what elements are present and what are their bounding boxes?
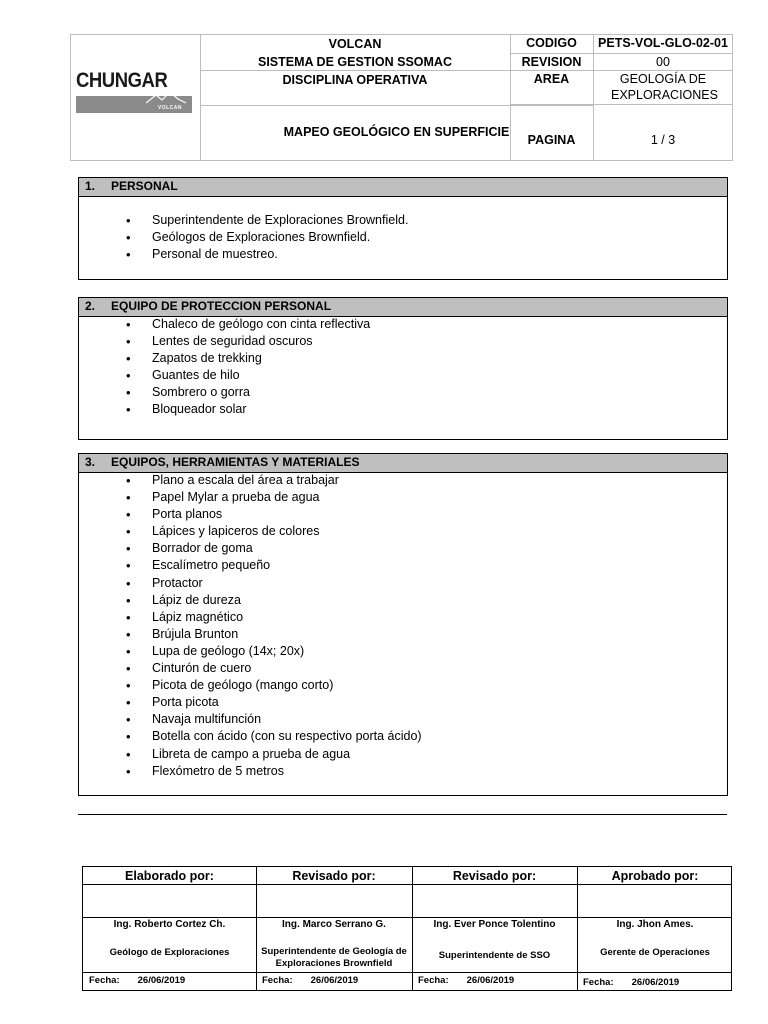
document-title: MAPEO GEOLÓGICO EN SUPERFICIE xyxy=(283,125,510,139)
discipline-name: DISCIPLINA OPERATIVA xyxy=(282,73,428,87)
date-value: 26/06/2019 xyxy=(310,975,359,986)
signature-col-aprobado xyxy=(577,867,733,990)
section-number: 1. xyxy=(85,179,96,193)
signer-role: Superintendente de Geología de Exploraciones Brownfield xyxy=(261,946,407,969)
section-header xyxy=(79,178,727,197)
section-personal xyxy=(78,177,728,280)
list-item: • Zapatos de trekking xyxy=(79,350,370,367)
list-item: • Cinturón de cuero xyxy=(79,660,422,677)
section-title: EQUIPOS, HERRAMIENTAS Y MATERIALES xyxy=(111,455,360,469)
equipment-list xyxy=(79,472,422,780)
list-item: • Lápiz de dureza xyxy=(79,592,422,609)
date-value: 26/06/2019 xyxy=(466,975,515,986)
date-label: Fecha: xyxy=(262,975,293,986)
list-item: • Porta planos xyxy=(79,506,422,523)
document-header xyxy=(70,34,733,161)
list-item: • Lápiz magnético xyxy=(79,609,422,626)
signature-title: Elaborado por: xyxy=(125,869,214,883)
signer-role: Gerente de Operaciones xyxy=(600,947,710,958)
list-item: • Porta picota xyxy=(79,694,422,711)
codigo-label: CODIGO xyxy=(526,36,577,50)
list-item: • Papel Mylar a prueba de agua xyxy=(79,489,422,506)
signature-table xyxy=(82,866,732,991)
signature-date xyxy=(418,975,514,986)
section-title: EQUIPO DE PROTECCION PERSONAL xyxy=(111,299,332,313)
divider xyxy=(200,105,593,106)
pagina-value: 1 / 3 xyxy=(650,133,676,147)
signer-name: Ing. Roberto Cortez Ch. xyxy=(113,919,226,930)
list-item: • Lápices y lapiceros de colores xyxy=(79,523,422,540)
signature-col-revisado-2 xyxy=(412,867,577,990)
list-item: • Lupa de geólogo (14x; 20x) xyxy=(79,643,422,660)
logo-subtext: VOLCAN xyxy=(157,105,182,111)
signer-role: Geólogo de Exploraciones xyxy=(109,947,230,958)
section-equipment xyxy=(78,453,728,796)
list-item: • Geólogos de Exploraciones Brownfield. xyxy=(79,229,408,246)
signature-col-elaborado xyxy=(83,867,256,990)
area-value: GEOLOGÍA DE EXPLORACIONES xyxy=(611,72,718,102)
list-item: • Brújula Brunton xyxy=(79,626,422,643)
signature-col-revisado-1 xyxy=(256,867,412,990)
section-header xyxy=(79,298,727,317)
section-number: 3. xyxy=(85,455,96,469)
date-value: 26/06/2019 xyxy=(137,975,186,986)
divider xyxy=(200,35,201,160)
logo-band xyxy=(76,96,192,113)
epp-list xyxy=(79,316,370,419)
list-item: • Superintendente de Exploraciones Brownfield. xyxy=(79,212,408,229)
signer-name: Ing. Ever Ponce Tolentino xyxy=(433,919,556,930)
list-item: • Flexómetro de 5 metros xyxy=(79,763,422,780)
signer-name: Ing. Jhon Ames. xyxy=(616,919,694,930)
list-item: • Picota de geólogo (mango corto) xyxy=(79,677,422,694)
date-value: 26/06/2019 xyxy=(631,977,680,988)
date-label: Fecha: xyxy=(418,975,449,986)
company-name: VOLCAN xyxy=(328,37,382,51)
section-title: PERSONAL xyxy=(111,179,178,193)
section-number: 2. xyxy=(85,299,96,313)
list-item: • Protactor xyxy=(79,575,422,592)
divider xyxy=(510,104,732,105)
revision-label: REVISION xyxy=(521,55,582,69)
signature-title: Aprobado por: xyxy=(611,869,699,883)
chungar-logo xyxy=(76,69,194,117)
mountain-icon xyxy=(146,92,186,104)
list-item: • Lentes de seguridad oscuros xyxy=(79,333,370,350)
codigo-value: PETS-VOL-GLO-02-01 xyxy=(598,36,728,50)
date-label: Fecha: xyxy=(583,977,614,988)
signature-title: Revisado por: xyxy=(292,869,376,883)
list-item: • Libreta de campo a prueba de agua xyxy=(79,746,422,763)
list-item: • Personal de muestreo. xyxy=(79,246,408,263)
area-label: AREA xyxy=(533,72,570,86)
signature-date xyxy=(583,977,679,988)
list-item: • Escalímetro pequeño xyxy=(79,557,422,574)
revision-value: 00 xyxy=(656,55,670,69)
section-header xyxy=(79,454,727,473)
pagina-label: PAGINA xyxy=(527,133,576,147)
list-item: • Chaleco de geólogo con cinta reflectiva xyxy=(79,316,370,333)
list-item: • Sombrero o gorra xyxy=(79,384,370,401)
section-epp xyxy=(78,297,728,440)
signer-role: Superintendente de SSO xyxy=(438,950,551,961)
signature-date xyxy=(89,975,185,986)
list-item: • Borrador de goma xyxy=(79,540,422,557)
logo-wordmark: CHUNGAR xyxy=(76,69,168,92)
list-item: • Botella con ácido (con su respectivo porta ácido) xyxy=(79,728,422,745)
signer-name: Ing. Marco Serrano G. xyxy=(282,919,386,930)
separator-line xyxy=(78,814,727,815)
list-item: • Plano a escala del área a trabajar xyxy=(79,472,422,489)
system-name: SISTEMA DE GESTION SSOMAC xyxy=(257,55,452,69)
signature-title: Revisado por: xyxy=(452,869,537,883)
list-item: • Guantes de hilo xyxy=(79,367,370,384)
list-item: • Navaja multifunción xyxy=(79,711,422,728)
date-label: Fecha: xyxy=(89,975,120,986)
signature-date xyxy=(262,975,358,986)
list-item: • Bloqueador solar xyxy=(79,401,370,418)
personal-list xyxy=(79,212,408,263)
